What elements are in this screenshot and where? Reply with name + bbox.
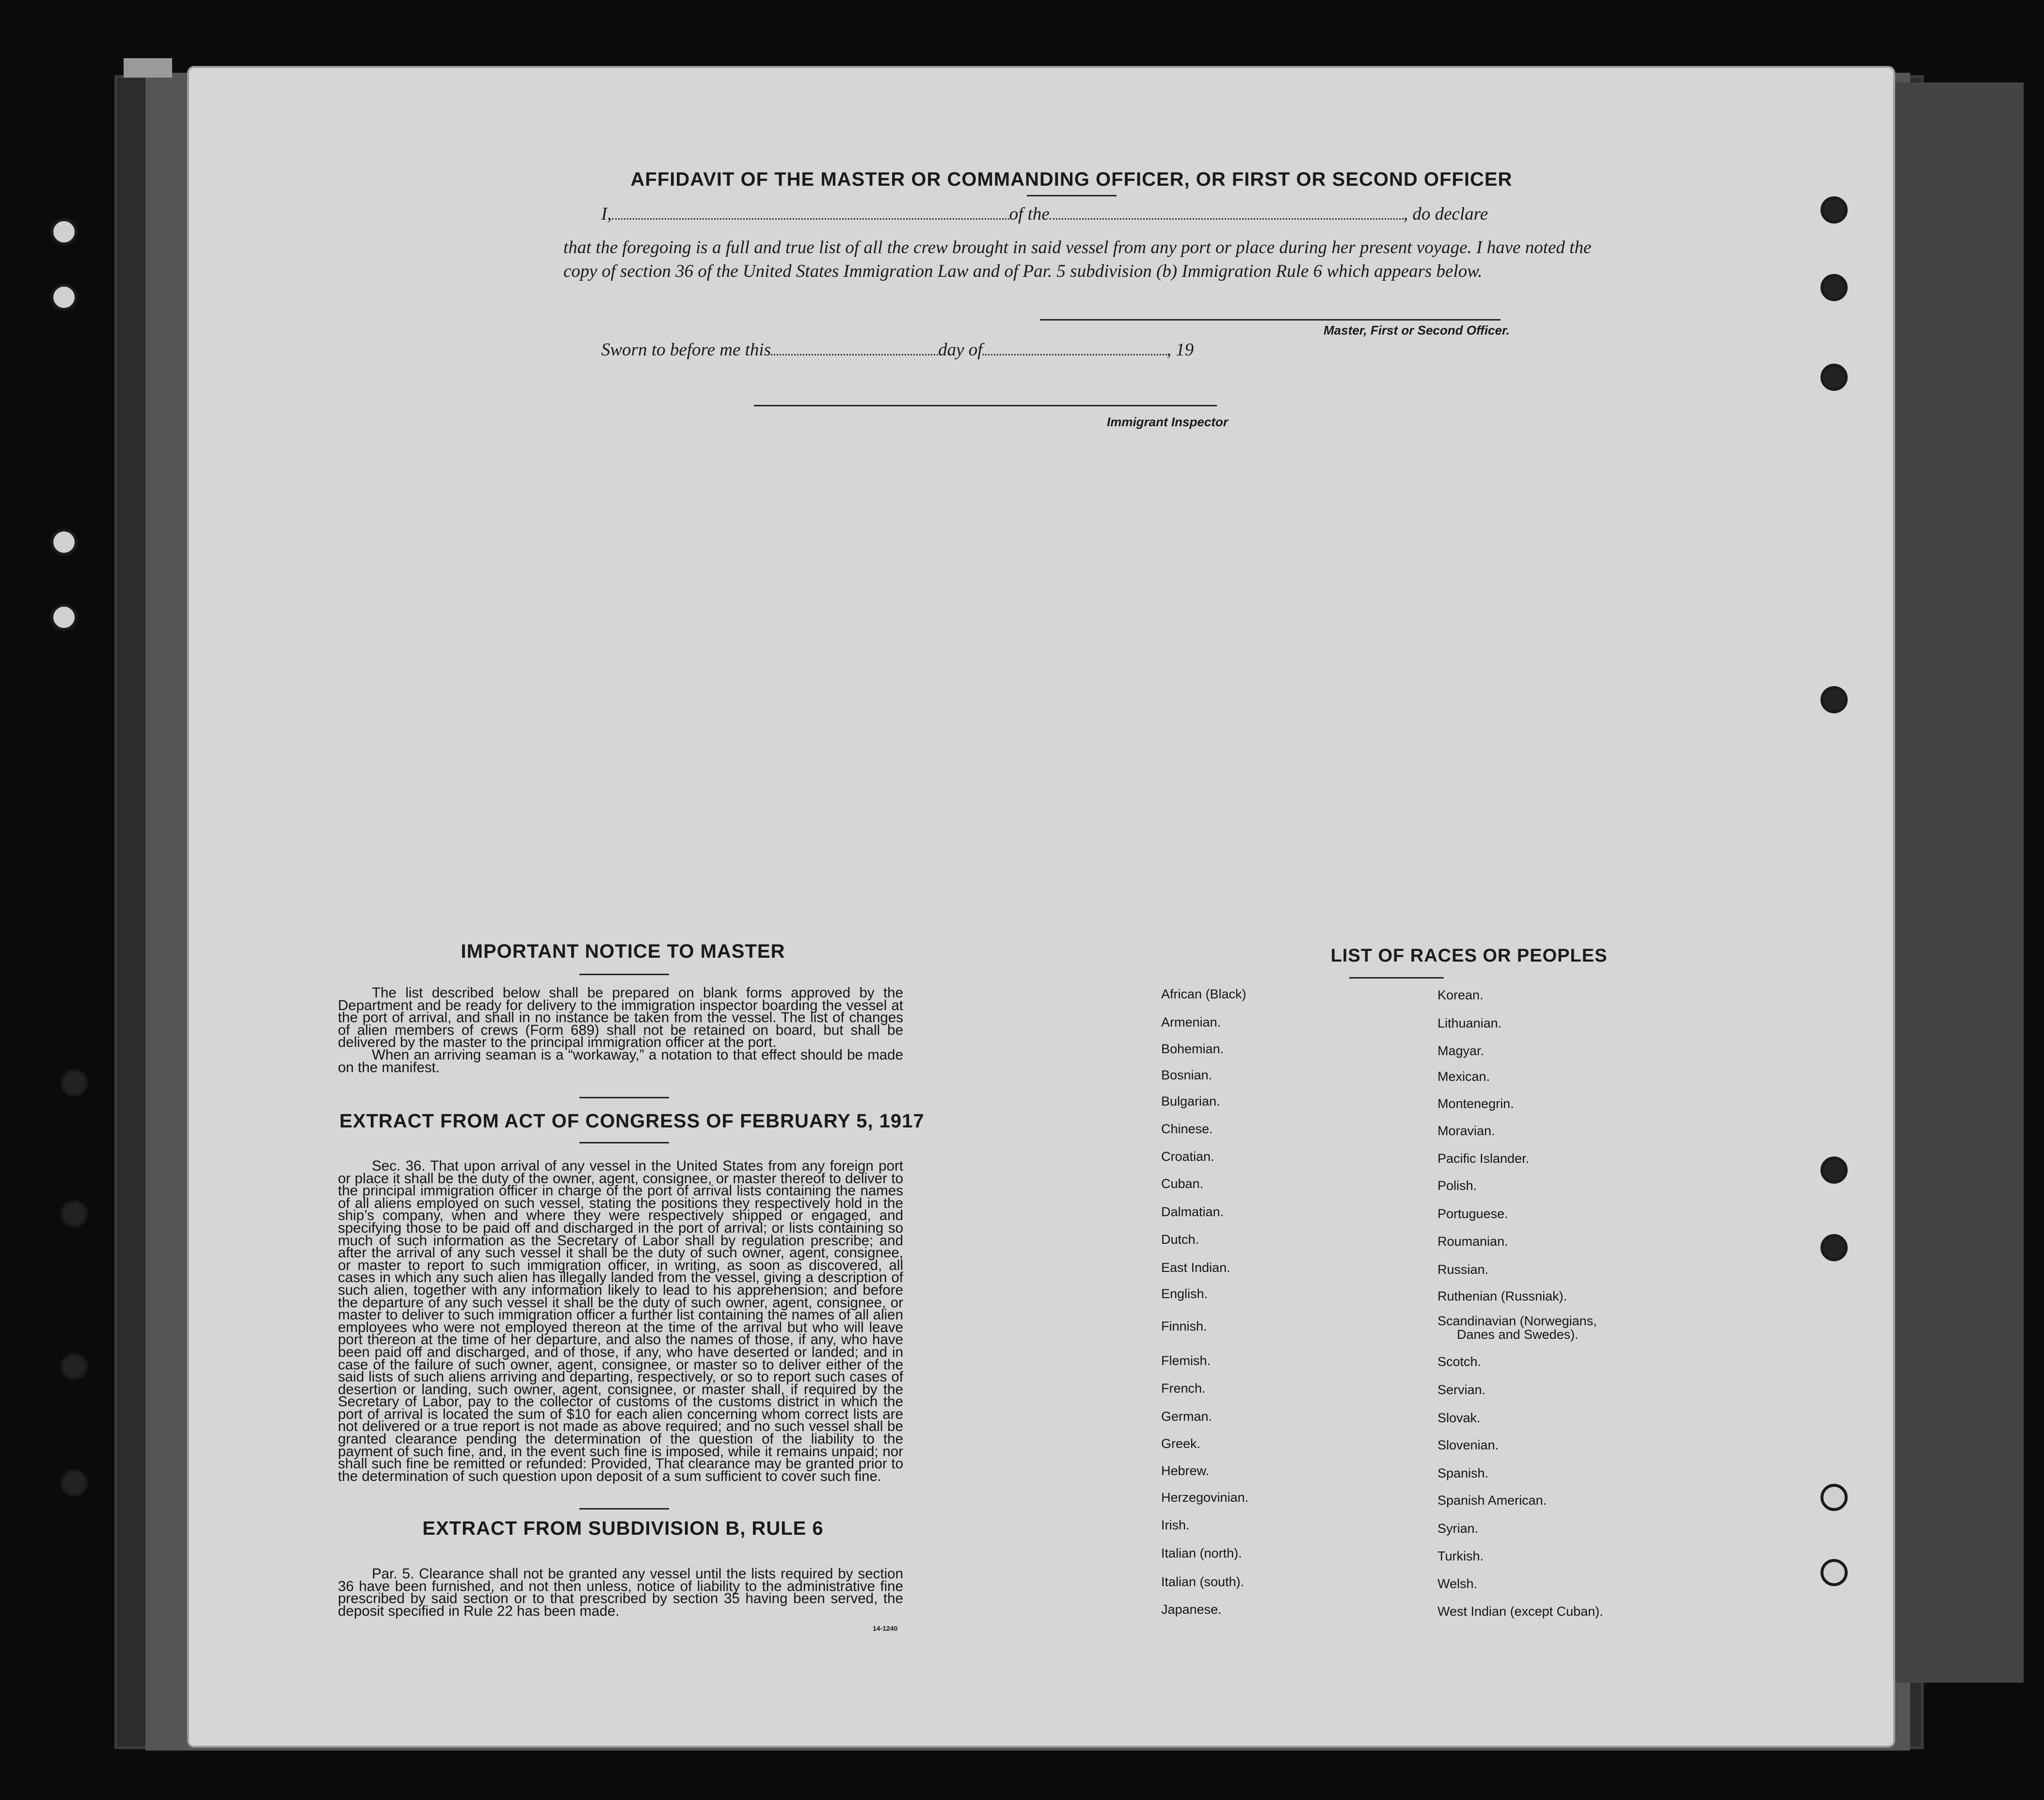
punch-hole-icon bbox=[50, 284, 78, 311]
race-right-item: Welsh. bbox=[1437, 1576, 1478, 1591]
race-right-item: Roumanian. bbox=[1437, 1234, 1508, 1249]
punch-hole-icon bbox=[61, 1469, 88, 1496]
inspector-label: Immigrant Inspector bbox=[1107, 415, 1228, 429]
rule-title: EXTRACT FROM SUBDIVISION B, RULE 6 bbox=[422, 1518, 824, 1539]
race-left-item: Bulgarian. bbox=[1161, 1094, 1220, 1109]
race-left-item: Cuban. bbox=[1161, 1176, 1204, 1191]
punch-hole-icon bbox=[1820, 274, 1848, 301]
punch-hole-icon bbox=[1820, 686, 1848, 713]
race-left-item: Bohemian. bbox=[1161, 1042, 1224, 1056]
month-blank[interactable] bbox=[983, 340, 1167, 355]
race-left-item: African (Black) bbox=[1161, 987, 1246, 1001]
affidavit-line-2: that the foregoing is a full and true list of all the crew brought in said vessel from any port or place during her present voyage. I have noted the bbox=[563, 238, 1592, 257]
punch-hole-icon bbox=[61, 1069, 88, 1096]
race-left-item: Hebrew. bbox=[1161, 1463, 1210, 1478]
notice-paragraph-1: The list described below shall be prepared on blank forms approved by the Department and be ready for delivery to the immigration inspector boarding the vessel at the port of arrival, and shall in no instance be taken from the vessel. The list of changes of alien members of crews (Form 689) shall not be retained on board, but shall be delivered by the master to the principal immigration officer at the port. bbox=[338, 985, 903, 1051]
punch-hole-icon bbox=[1820, 364, 1848, 391]
label-year: , 19 bbox=[1166, 340, 1194, 360]
race-left-item: Greek. bbox=[1161, 1436, 1201, 1451]
race-right-item: Turkish. bbox=[1437, 1549, 1484, 1563]
divider bbox=[579, 1142, 669, 1143]
race-right-item: Montenegrin. bbox=[1437, 1096, 1514, 1111]
notice-title: IMPORTANT NOTICE TO MASTER bbox=[461, 941, 785, 962]
binder-tab bbox=[124, 58, 172, 78]
notice-body bbox=[338, 987, 903, 1074]
label-day-of: day of bbox=[938, 340, 983, 360]
punch-hole-icon bbox=[1820, 1234, 1848, 1261]
race-right-item: Spanish American. bbox=[1437, 1493, 1547, 1508]
race-right-item: Spanish. bbox=[1437, 1466, 1489, 1480]
act-body bbox=[338, 1160, 903, 1482]
race-left-item: Italian (north). bbox=[1161, 1546, 1242, 1560]
punch-hole-icon bbox=[50, 604, 78, 631]
race-left-item: Dutch. bbox=[1161, 1232, 1199, 1247]
affidavit-line-3: copy of section 36 of the United States Immigration Law and of Par. 5 subdivision (b) Immigration Rule 6 which appears below. bbox=[563, 261, 1483, 281]
divider bbox=[579, 1097, 669, 1098]
affidavit-line-1 bbox=[601, 203, 1488, 226]
act-title: EXTRACT FROM ACT OF CONGRESS OF FEBRUARY 5, 1917 bbox=[339, 1110, 925, 1132]
punch-hole-icon bbox=[1820, 1157, 1848, 1184]
punch-hole-icon bbox=[61, 1353, 88, 1380]
race-right-item: Servian. bbox=[1437, 1382, 1486, 1397]
signature-line[interactable] bbox=[1040, 319, 1501, 321]
race-left-item: Dalmatian. bbox=[1161, 1205, 1224, 1219]
race-left-item: Irish. bbox=[1161, 1518, 1190, 1532]
label-sworn: Sworn to before me this bbox=[601, 340, 771, 360]
race-right-item: Mexican. bbox=[1437, 1069, 1490, 1084]
punch-hole-icon bbox=[1820, 1559, 1848, 1586]
form-number: 14-1240 bbox=[873, 1624, 898, 1632]
underlying-page-edge bbox=[1881, 82, 2024, 1683]
race-right-item: Russian. bbox=[1437, 1262, 1489, 1277]
race-right-item: Syrian. bbox=[1437, 1521, 1479, 1536]
race-right-item: Scandinavian (Norwegians, Danes and Swedes). bbox=[1437, 1314, 1597, 1342]
race-right-item: Pacific Islander. bbox=[1437, 1151, 1530, 1166]
punch-hole-icon bbox=[50, 218, 78, 245]
race-left-item: Flemish. bbox=[1161, 1353, 1211, 1368]
affidavit-title: AFFIDAVIT OF THE MASTER OR COMMANDING OFFICER, OR FIRST OR SECOND OFFICER bbox=[630, 169, 1513, 190]
race-left-item: French. bbox=[1161, 1381, 1206, 1396]
race-left-item: German. bbox=[1161, 1409, 1213, 1424]
divider bbox=[579, 1508, 669, 1510]
race-left-item: Armenian. bbox=[1161, 1015, 1221, 1029]
race-right-item: Polish. bbox=[1437, 1178, 1477, 1193]
divider bbox=[1349, 977, 1444, 979]
rule-body bbox=[338, 1568, 903, 1617]
label-of-the: of the bbox=[1009, 204, 1050, 224]
race-right-item: Moravian. bbox=[1437, 1124, 1495, 1138]
race-left-item: East Indian. bbox=[1161, 1260, 1230, 1275]
vessel-blank[interactable] bbox=[1050, 205, 1404, 220]
label-declare: , do declare bbox=[1403, 204, 1488, 224]
race-right-item: Korean. bbox=[1437, 988, 1484, 1002]
race-left-item: Finnish. bbox=[1161, 1319, 1207, 1334]
race-left-item: Japanese. bbox=[1161, 1602, 1222, 1617]
race-left-item: Chinese. bbox=[1161, 1122, 1213, 1136]
punch-hole-icon bbox=[61, 1200, 88, 1227]
race-left-item: Italian (south). bbox=[1161, 1575, 1245, 1589]
race-right-item: Scotch. bbox=[1437, 1354, 1482, 1369]
race-left-item: Croatian. bbox=[1161, 1149, 1214, 1164]
punch-hole-icon bbox=[1820, 196, 1848, 224]
race-left-item: Herzegovinian. bbox=[1161, 1490, 1249, 1505]
divider bbox=[579, 974, 669, 975]
divider bbox=[1027, 195, 1117, 196]
day-blank[interactable] bbox=[771, 340, 938, 355]
race-left-item: English. bbox=[1161, 1286, 1208, 1301]
name-blank[interactable] bbox=[612, 205, 1009, 220]
rule-paragraph: Par. 5. Clearance shall not be granted any vessel until the lists required by section 36 have been furnished, and not then unless, notice of liability to the administrative fine prescribed by said section or to that prescribed by section 35 having been served, the deposit specified in Rule 22 has been made. bbox=[338, 1566, 903, 1619]
race-right-item: Portuguese. bbox=[1437, 1206, 1508, 1221]
races-title: LIST OF RACES OR PEOPLES bbox=[1330, 946, 1608, 966]
inspector-signature-line[interactable] bbox=[754, 405, 1217, 406]
race-right-item: Lithuanian. bbox=[1437, 1016, 1502, 1030]
label-i: I, bbox=[601, 204, 612, 224]
race-left-item: Bosnian. bbox=[1161, 1068, 1213, 1082]
race-right-item: Ruthenian (Russniak). bbox=[1437, 1289, 1567, 1303]
notice-paragraph-2: When an arriving seaman is a “workaway,” a notation to that effect should be made on the manifest. bbox=[338, 1046, 903, 1076]
signature-label: Master, First or Second Officer. bbox=[1324, 323, 1510, 338]
race-right-item: Slovak. bbox=[1437, 1411, 1481, 1425]
punch-hole-icon bbox=[50, 529, 78, 556]
act-paragraph: Sec. 36. That upon arrival of any vessel in the United States from any foreign port or place it shall be the duty of the owner, agent, consignee, or master thereof to deliver to the principal immigration officer in charge of the port of arrival lists containing the names of all aliens employed on such vessel, stating the positions they respectively hold in the ship’s company, when and where they were respectively shipped or engaged, and specifying those to be paid off and discharged in the port of arrival; or lists containing so much of such information as the Secretary of Labor shall by regulation prescribe; and after the arrival of any such vessel it shall be the duty of such owner, agent, consignee, or master to report to such immigration officer, in writing, as soon as discovered, all cases in which any such alien has illegally landed from the vessel, giving a description of such alien, together with any information likely to lead to his apprehension; and before the departure of any such vessel it shall be the duty of such owner, agent, consignee, or master to deliver to such immigration officer a further list containing the names of all alien employees who were not employed thereon at the time of the arrival but who will leave port thereon at the time of her departure, and also the names of those, if any, who have been paid off and discharged, and of those, if any, who have deserted or landed; and in case of the failure of such owner, agent, consignee, or master so to deliver either of the said lists of such aliens arriving and departing, respectively, or so to report such cases of desertion or landing, such owner, agent, consignee, or master shall, if required by the Secretary of Labor, pay to the collector of customs of the customs district in which the port of arrival is located the sum of $10 for each alien concerning whom correct lists are not delivered or a true report is not made as above required; and no such vessel shall be granted clearance pending the determination of the question of the liability to the payment of such fine, and, in the event such fine is imposed, while it remains unpaid; nor shall such fine be remitted or refunded: Provided, That clearance may be granted prior to the determination of such question upon deposit of a sum sufficient to cover such fine. bbox=[338, 1158, 903, 1484]
race-right-item: West Indian (except Cuban). bbox=[1437, 1604, 1603, 1619]
race-right-item: Magyar. bbox=[1437, 1044, 1485, 1058]
sworn-line bbox=[601, 338, 1194, 362]
punch-hole-icon bbox=[1820, 1484, 1848, 1511]
race-right-item: Slovenian. bbox=[1437, 1438, 1499, 1452]
